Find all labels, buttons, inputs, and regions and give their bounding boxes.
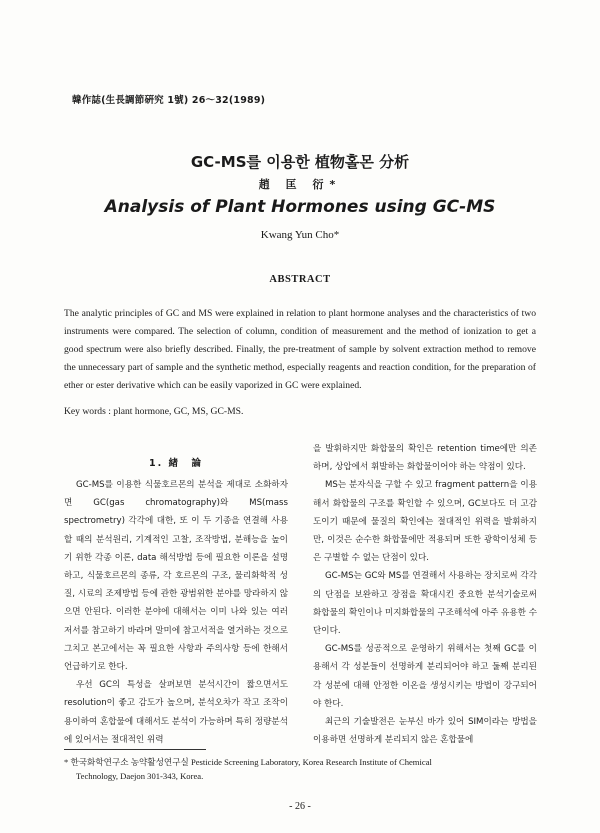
paragraph: MS는 분자식을 구할 수 있고 fragment pattern을 이용해서 화합물의 구조를 확인할 수 있으며, GC보다도 더 고감도이기 때문에 물질의 확인에는 절대적인 위력을 발휘하지만, 이것은 순수한 화합물에만 적용되며 또한 광학이성체 등은 구별할 수 없는 단점이 있다. xyxy=(313,480,537,564)
footnote-affiliation: * 한국화학연구소 농약활성연구실 Pesticide Screening Laboratory, Korea Research Institute of Chemical xyxy=(64,757,432,767)
paragraph: 우선 GC의 특성을 살펴보면 분석시간이 짧으면서도 resolution이 좋고 감도가 높으며, 분석오차가 작고 조작이 용이하여 혼합물에 대해서도 분석이 가능하며 특히 정량분석에 있어서는 절대적인 위력 xyxy=(64,680,288,745)
paragraph: 최근의 기술발전은 눈부신 바가 있어 SIM이라는 방법을 이용하면 선명하게 분리되지 않은 혼합물에 xyxy=(313,717,537,746)
footnote xyxy=(64,755,536,783)
page-number: - 26 - xyxy=(289,801,311,812)
abstract-heading: ABSTRACT xyxy=(269,274,331,285)
paragraph: GC-MS는 GC와 MS를 연결해서 사용하는 장치로써 각각의 단점을 보완하고 장점을 확대시킨 중요한 분석기술로써 화합물의 확인이나 미지화합물의 구조해석에 아주 유용한 수단이다. xyxy=(313,571,537,637)
paragraph: 을 발휘하지만 화합물의 확인은 retention time에만 의존하며, 상압에서 휘발하는 화합물이어야 하는 약점이 있다. xyxy=(313,444,537,473)
footnote-divider xyxy=(64,749,206,750)
paragraph: GC-MS를 이용한 식물호르몬의 분석을 제대로 소화하자면 GC(gas chromatography)와 MS(mass spectrometry) 각각에 대한, 또 이 두 기종을 연결해 사용할 때의 분석원리, 기계적인 고찰, 조작방법, 분해능을 높이기 위한 각종 이론, data 해석방법 등에 필요한 이론을 설명하고, 식물호르몬의 종류, 각 호르몬의 구조, 물리화학적 성질, 시료의 조제방법 등에 관한 광범위한 분야를 망라하지 않으면 안된다. 이러한 분야에 대해서는 이미 나와 있는 여러 저서를 참고하기 바라며 말미에 참고서적을 열거하는 것으로 그치고 본고에서는 꼭 필요한 사항과 주의사항 등에 한해서 언급하기로 한다. xyxy=(64,480,288,673)
section-heading-introduction: 1. 緖 論 xyxy=(148,458,204,469)
abstract-text: The analytic principles of GC and MS were explained in relation to plant hormone analyses and the characteristics of two instruments were compared. The selection of column, condition of measurement and the method of ionization to get a good spectrum were also briefly described. Finally, the pre-treatment of sample by solvent extraction method to remove the unnecessary part of sample and the synthetic method, especially reagents and reaction condition, for the preparation of ether or ester derivative which can be easily vaporized in GC were explained. xyxy=(64,308,536,391)
english-author: Kwang Yun Cho* xyxy=(260,229,340,241)
left-column xyxy=(64,476,288,749)
korean-author: 趙 匡 衍* xyxy=(258,178,342,191)
right-column xyxy=(313,440,537,749)
korean-title: GC-MS를 이용한 植物홀몬 分析 xyxy=(190,153,410,171)
keywords-line: Key words : plant hormone, GC, MS, GC-MS. xyxy=(64,406,244,417)
footnote-address: Technology, Daejon 301-343, Korea. xyxy=(76,771,204,781)
paragraph: GC-MS를 성공적으로 운영하기 위해서는 첫째 GC를 이용해서 각 성분들이 선명하게 분리되어야 하고 둘째 분리된 각 성분에 대해 안정한 이온을 생성시키는 방법이 강구되어야 한다. xyxy=(313,644,537,709)
journal-citation: 韓作誌(生長調節硏究 1號) 26～32(1989) xyxy=(72,95,266,106)
english-title: Analysis of Plant Hormones using GC-MS xyxy=(104,197,496,217)
